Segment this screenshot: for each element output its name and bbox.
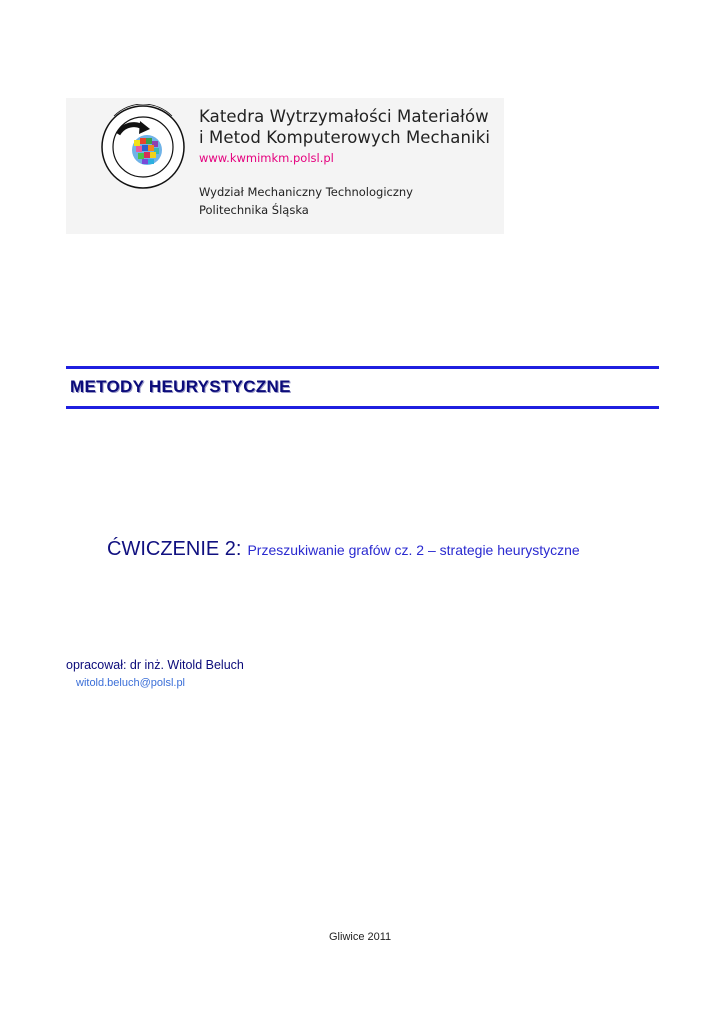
university-name: Politechnika Śląska: [199, 203, 309, 217]
exercise-topic: Przeszukiwanie grafów cz. 2 – strategie heurystyczne: [247, 542, 580, 558]
department-name-line1: Katedra Wytrzymałości Materiałów: [199, 107, 489, 126]
author-email-link[interactable]: witold.beluch@polsl.pl: [76, 677, 186, 689]
department-website-link[interactable]: www.kwmimkm.polsl.pl: [199, 151, 334, 165]
title-rule-top: [66, 366, 659, 369]
title-rule-bottom: [66, 406, 659, 409]
author-line: opracował: dr inż. Witold Beluch: [66, 658, 244, 672]
faculty-name: Wydział Mechaniczny Technologiczny: [199, 185, 413, 199]
exercise-heading: [107, 538, 580, 561]
department-seal-globe-icon: [100, 104, 186, 190]
place-year: Gliwice 2011: [329, 931, 392, 943]
department-name-line2: i Metod Komputerowych Mechaniki: [199, 128, 491, 147]
course-title: METODY HEURYSTYCZNE: [70, 377, 291, 396]
exercise-label: ĆWICZENIE 2:: [107, 538, 242, 560]
